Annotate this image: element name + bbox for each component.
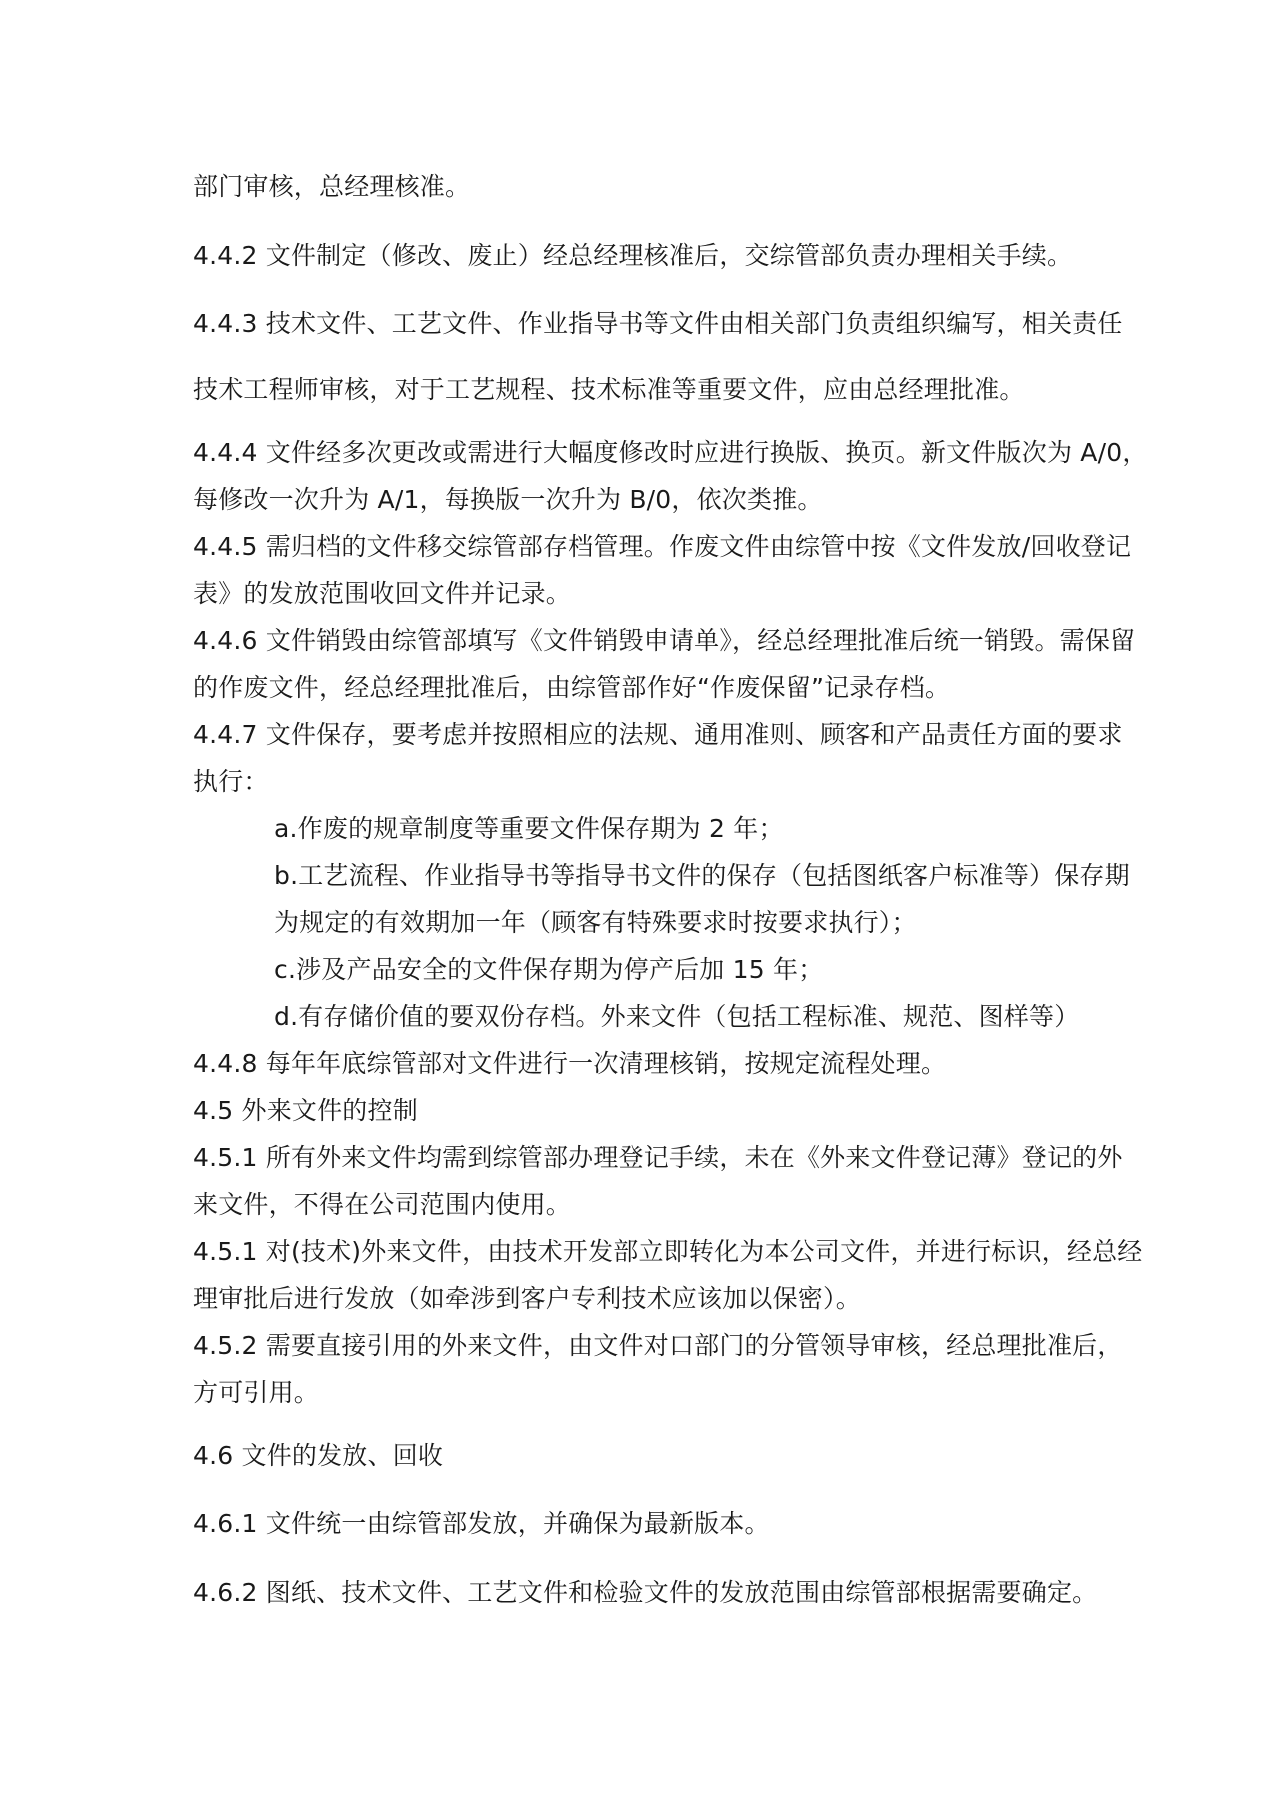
text-line: 4.4.6 文件销毁由综管部填写《文件销毁申请单》，经总经理批准后统一销毁。需保留 — [193, 626, 1136, 655]
text-line: 4.5.1 对(技术)外来文件，由技术开发部立即转化为本公司文件，并进行标识，经总经 — [193, 1237, 1143, 1266]
text-line: 方可引用。 — [193, 1378, 320, 1407]
section-heading: 4.5 外来文件的控制 — [193, 1096, 418, 1125]
text-line: 4.4.3 技术文件、工艺文件、作业指导书等文件由相关部门负责组织编写，相关责任 — [193, 309, 1123, 338]
text-line: 的作废文件，经总经理批准后，由综管部作好“作废保留”记录存档。 — [193, 673, 951, 702]
text-line: 4.5.1 所有外来文件均需到综管部办理登记手续，未在《外来文件登记薄》登记的外 — [193, 1143, 1123, 1172]
text-line: 技术工程师审核，对于工艺规程、技术标准等重要文件，应由总经理批准。 — [193, 375, 1025, 404]
text-line: 执行： — [193, 767, 269, 796]
list-item-b: b.工艺流程、作业指导书等指导书文件的保存（包括图纸客户标准等）保存期 — [274, 861, 1130, 890]
text-line: 理审批后进行发放（如牵涉到客户专利技术应该加以保密）。 — [193, 1284, 861, 1313]
list-item-c: c.涉及产品安全的文件保存期为停产后加 15 年； — [274, 955, 824, 984]
text-line: 4.4.7 文件保存，要考虑并按照相应的法规、通用准则、顾客和产品责任方面的要求 — [193, 720, 1123, 749]
text-line: 4.4.4 文件经多次更改或需进行大幅度修改时应进行换版、换页。新文件版次为 A/0， — [193, 438, 1148, 467]
text-line: 每修改一次升为 A/1，每换版一次升为 B/0，依次类推。 — [193, 485, 823, 514]
section-heading: 4.6 文件的发放、回收 — [193, 1441, 444, 1470]
text-line: 4.4.8 每年年底综管部对文件进行一次清理核销，按规定流程处理。 — [193, 1049, 947, 1078]
text-line: 4.6.1 文件统一由综管部发放，并确保为最新版本。 — [193, 1509, 770, 1538]
text-line: 4.5.2 需要直接引用的外来文件，由文件对口部门的分管领导审核，经总理批准后， — [193, 1331, 1123, 1360]
text-line: 4.4.5 需归档的文件移交综管部存档管理。作废文件由综管中按《文件发放/回收登记 — [193, 532, 1132, 561]
list-item-a: a.作废的规章制度等重要文件保存期为 2 年； — [274, 814, 784, 843]
list-item-b-continued: 为规定的有效期加一年（顾客有特殊要求时按要求执行）； — [274, 908, 917, 937]
text-line: 部门审核，总经理核准。 — [193, 172, 471, 201]
text-line: 表》的发放范围收回文件并记录。 — [193, 579, 572, 608]
text-line: 4.6.2 图纸、技术文件、工艺文件和检验文件的发放范围由综管部根据需要确定。 — [193, 1578, 1098, 1607]
list-item-d: d.有存储价值的要双份存档。外来文件（包括工程标准、规范、图样等） — [274, 1002, 1080, 1031]
text-line: 4.4.2 文件制定（修改、废止）经总经理核准后，交综管部负责办理相关手续。 — [193, 241, 1073, 270]
text-line: 来文件，不得在公司范围内使用。 — [193, 1190, 572, 1219]
